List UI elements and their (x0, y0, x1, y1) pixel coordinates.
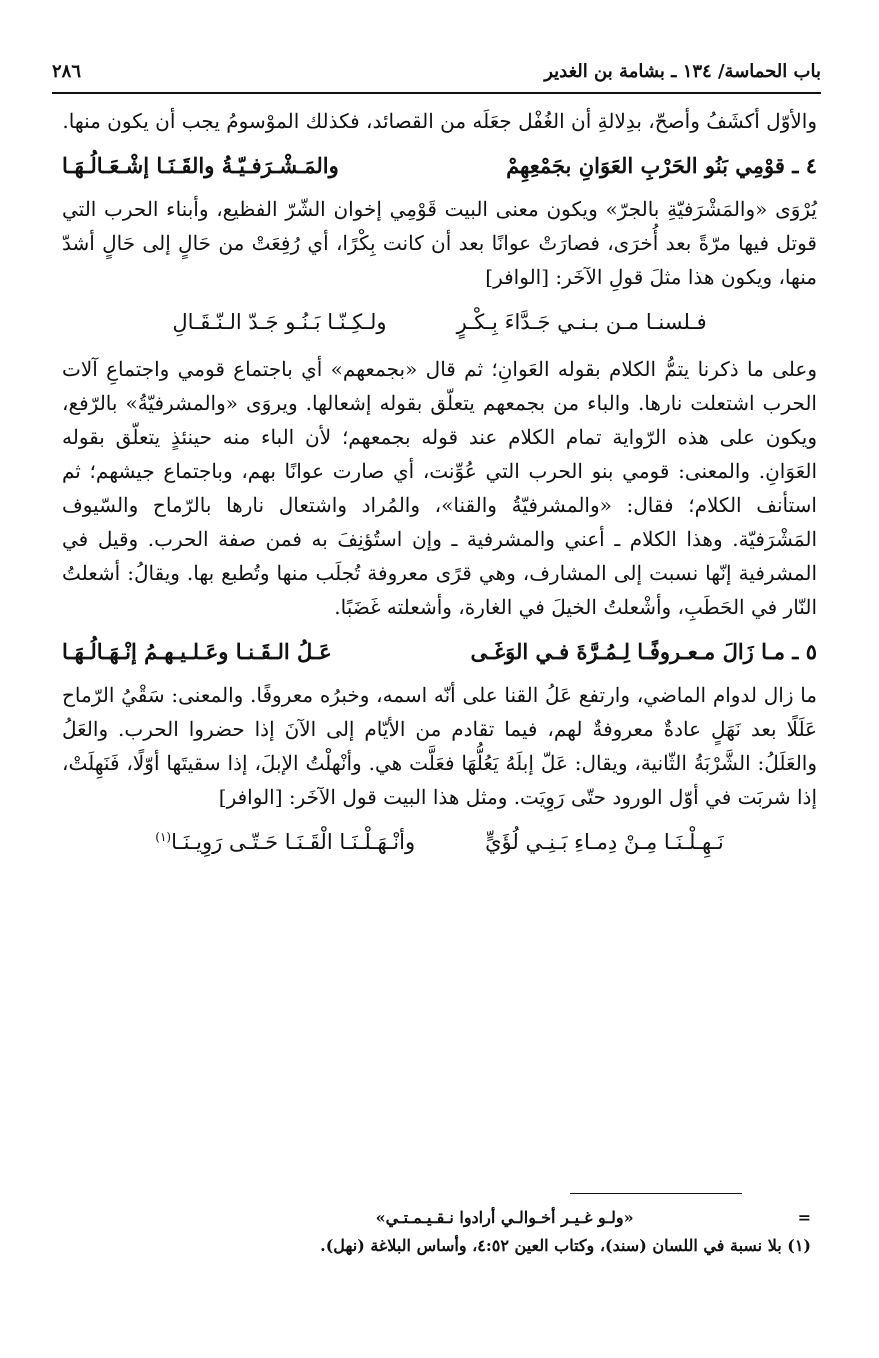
commentary-5: ما زال لدوام الماضي، وارتفع عَلُ القنا على أنّه اسمه، وخبرُه معروفًا. والمعنى: سَقْيُ الرّماح عَلَلًا بعد نَهَلٍ عادةٌ معروفةٌ لهم، فيما تقادم من الأيّام إلى الآنَ إذا حضروا الحرب. والعَلُ والعَلَلُ: الشَّرْبَةُ الثّانية، ويقال: عَلّ إبلَهُ يَعُلُّهَا فعَلَّت هي. وأنْهلْتُ الإبلَ، إذا سقيتَها أوّلًا، فَنَهِلَتْ، إذا شربَت في أوّل الورود حتّى رَوِيَت. ومثل هذا البيت قول الآخَر: [الوافر] (62, 683, 817, 809)
verse-4-first-hemistich: ٤ ـ قوْمِي بَنُو الحَرْبِ العَوَانِ بجَمْعِهِمْ (506, 153, 817, 178)
header-rule (52, 92, 821, 94)
verse-heading-4 (62, 148, 817, 184)
page-number: ٢٨٦ (52, 60, 82, 82)
continuation-text: «ولـو غـيـر أخـوالـي أرادوا نـقـيـمـتـي» (375, 1208, 634, 1227)
verse-heading-5 (62, 634, 817, 670)
main-text (62, 104, 817, 872)
quoted-verse-2-second-text: وأنْـهَـلْـنَـا الْقَـنَـا حَـتّـى رَوِيـنَـا (171, 830, 416, 854)
footnote-reference: (١) (155, 830, 172, 844)
verse-4-second-hemistich: والمَـشْـرَفـيّـةُ والقَـنَـا إشْـعَـالُـهَـا (62, 153, 339, 178)
quoted-verse-2-second (155, 824, 415, 860)
commentary-4a: يُرْوَى «والمَشْرَفيّةِ بالجرّ» ويكون معنى البيت قَوْمِي إخوان الشّرّ الفظيع، وأبناء الحرب التي قوتل فيها مرّةً بعد أُخرَى، فصارَتْ عوانًا بعد أن كانت بِكْرًا، أي رُفِعَتْ من حَالٍ إلى حَالٍ أشدّ منها، ويكون هذا مثلَ قولِ الآخَر: [الوافر] (62, 197, 817, 289)
running-header (52, 54, 821, 88)
intro-paragraph: والأوّل أكشَفُ وأصحّ، بدِلالةِ أن الغُفْل جعَلَه من القصائد، فكذلك الموْسومُ يجب أن يكون منها. (62, 109, 817, 133)
quoted-verse-1-first: فـلسنـا مـن بـنـي جَـدَّاءَ بِـكْـرٍ (456, 310, 707, 334)
continuation-mark: = (797, 1208, 811, 1227)
quoted-verse-1 (62, 304, 817, 340)
quoted-verse-1-second: ولـكِـنّـا بَـنُـو جَـدّ الـنّـقَـالِ (172, 310, 387, 334)
verse-5-first-hemistich: ٥ ـ مـا زَالَ مـعـروفًـا لِـمُـرَّةَ فـي الوَغَـى (470, 639, 817, 664)
quoted-verse-2-first: نَـهِـلْـنَـا مِـنْ دِمـاءِ بَـنِـي لُؤَيٍّ (485, 830, 724, 854)
section-title: باب الحماسة/ ١٣٤ ـ بشامة بن الغدير (544, 60, 821, 82)
footnote-continuation (62, 1204, 811, 1232)
verse-5-second-hemistich: عَـلُ الـقَـنـا وعَـلـيـهـمُ إنْـهَـالُـهَـا (62, 639, 332, 664)
quoted-verse-2 (62, 824, 817, 860)
commentary-4b: وعلى ما ذكرنا يتمُّ الكلام بقوله العَوانِ؛ ثم قال «بجمعهم» أي باجتماع قومي واجتماعِ آلات الحرب اشتعلت نارها. والباء من بجمعهم يتعلّق بقوله إشعالها. ويروَى «والمشرفيّةُ» بالرّفع، ويكون على هذه الرّواية تمام الكلام عند قوله بجمعهم؛ لأن الباء منه حينئذٍ يتعلّق بقوله العَوَانِ. والمعنى: قومي بنو الحرب التي عُوِّنت، أي صارت عوانًا بهم، وباجتماع جيشهم؛ ثم استأنف الكلام؛ فقال: «والمشرفيّةُ والقنا»، والمُراد واشتعال نارها بالرّماح والسّيوف المَشْرَفيّة. وهذا الكلام ـ أعني والمشرفية ـ وإن استُؤنِفَ به فمن صفة الحرب. وقيل في المشرفية إنّها نسبت إلى المشارف، وهي قرًى معروفة تُجلَب منها وتُطبع بها. ويقالُ: أشعلتُ النّار في الحَطَبِ، وأشْعلتُ الخيلَ في الغارة، وأشعلته غَضَبًا. (62, 357, 817, 619)
footnote-rule (570, 1193, 742, 1194)
footnote-1: (١) بلا نسبة في اللسان (سند)، وكتاب العين ٤:٥٢، وأساس البلاغة (نهل). (320, 1236, 811, 1255)
footnotes (62, 1204, 811, 1260)
